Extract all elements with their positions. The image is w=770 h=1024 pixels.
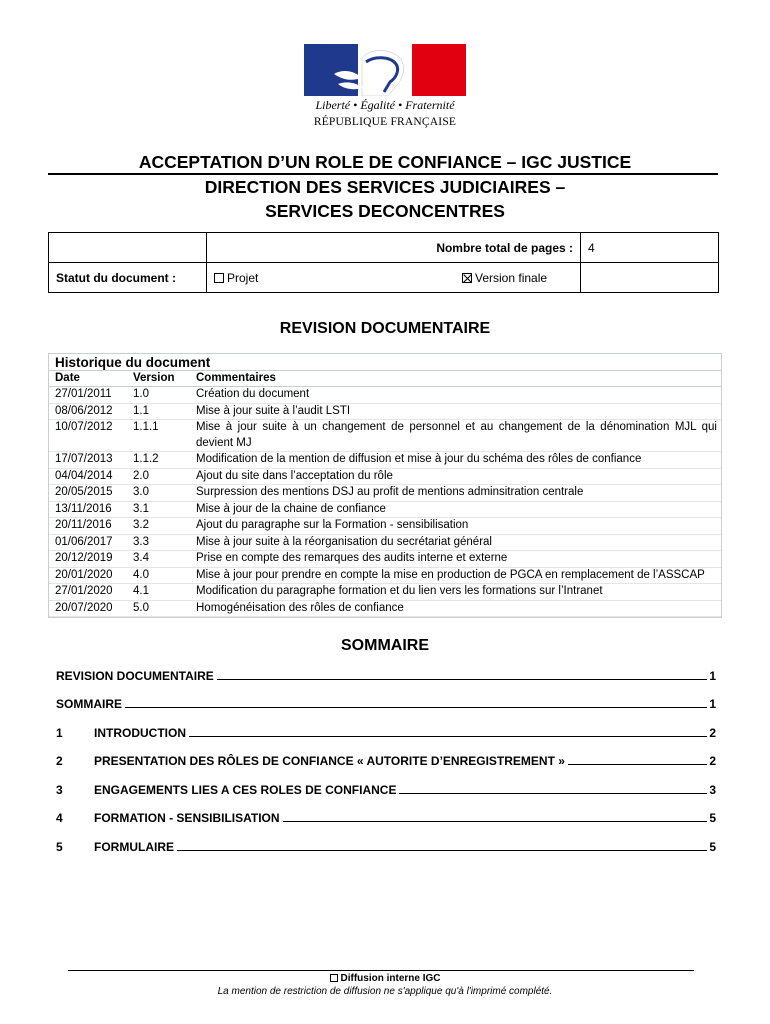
toc-entry-label: INTRODUCTION [94,726,186,740]
col-header-version: Version [127,371,190,387]
row-comment: Ajout du site dans l’acceptation du rôle [190,468,721,485]
toc-leader [217,669,708,680]
toc-entry[interactable] [56,840,716,854]
footer-diffusion [0,973,770,984]
marianne-flag-icon [304,44,466,96]
row-date: 20/11/2016 [49,518,127,535]
row-comment: Mise à jour suite à la réorganisation du secrétariat général [190,534,721,551]
col-header-comment: Commentaires [190,371,721,387]
toc-entry-label: FORMATION - SENSIBILISATION [94,811,280,825]
toc-entry-page: 2 [709,754,716,768]
option-projet-label: Projet [227,270,259,285]
toc-entry-page: 3 [709,783,716,797]
row-version: 4.1 [127,584,190,601]
checkbox-unchecked-icon[interactable] [330,974,338,982]
row-version: 3.0 [127,485,190,502]
pages-value: 4 [581,233,719,263]
history-header-row [49,371,721,387]
toc-entry-label: PRESENTATION DES RÔLES DE CONFIANCE « AUTORITE D’ENREGISTREMENT » [94,754,565,768]
toc-entry-label: REVISION DOCUMENTAIRE [56,669,214,683]
row-date: 10/07/2012 [49,420,127,452]
row-date: 17/07/2013 [49,452,127,469]
toc-entry[interactable] [56,669,716,683]
row-comment: Surpression des mentions DSJ au profit de mentions adminsitration centrale [190,485,721,502]
title-divider [48,173,718,175]
toc-entry-page: 1 [709,669,716,683]
row-version: 3.3 [127,534,190,551]
checkbox-unchecked-icon[interactable] [214,273,224,283]
row-comment: Mise à jour suite à l’audit LSTI [190,403,721,420]
toc-leader [189,726,707,737]
toc-entry-label: SOMMAIRE [56,697,122,711]
option-projet[interactable] [207,271,462,285]
logo-republic-name: RÉPUBLIQUE FRANÇAISE [313,116,457,128]
status-options [207,263,581,293]
row-date: 20/05/2015 [49,485,127,502]
title-line-2: DIRECTION DES SERVICES JUDICIAIRES – [204,177,566,197]
toc-entry-page: 2 [709,726,716,740]
row-date: 27/01/2020 [49,584,127,601]
toc-leader [399,783,707,794]
toc-entry-label: ENGAGEMENTS LIES A CES ROLES DE CONFIANCE [94,783,397,797]
table-row [49,452,721,469]
row-version: 1.1 [127,403,190,420]
logo-motto: Liberté • Égalité • Fraternité [315,98,455,112]
toc-entry-label: FORMULAIRE [94,840,174,854]
footer-diffusion-label: Diffusion interne IGC [340,973,441,984]
toc-entry-page: 5 [709,811,716,825]
checkbox-checked-icon[interactable] [462,273,472,283]
table-row [49,501,721,518]
toc-entry[interactable] [56,811,716,825]
option-version-finale-label: Version finale [475,270,548,285]
row-comment: Modification du paragraphe formation et du lien vers les formations sur l’Intranet [190,584,721,601]
toc-entry[interactable] [56,697,716,711]
toc-entry-page: 5 [709,840,716,854]
toc-entry[interactable] [56,783,716,797]
pages-label: Nombre total de pages : [207,233,581,263]
footer-divider [68,970,694,971]
toc-leader [568,754,707,765]
table-row [49,567,721,584]
toc-entry-number: 4 [56,811,63,825]
row-comment: Prise en compte des remarques des audits interne et externe [190,551,721,568]
row-date: 20/12/2019 [49,551,127,568]
history-caption: Historique du document [49,354,721,371]
row-version: 3.1 [127,501,190,518]
info-empty-cell [49,233,207,263]
toc-heading: SOMMAIRE [341,637,429,654]
document-info-table [48,232,719,293]
history-table [48,353,722,618]
footer-note: La mention de restriction de diffusion ne s'applique qu'à l'imprimé complété. [217,986,553,997]
toc-entry-number: 2 [56,754,63,768]
status-empty-cell [581,263,719,293]
document-title [48,150,722,223]
title-line-3: SERVICES DECONCENTRES [265,201,505,221]
row-date: 08/06/2012 [49,403,127,420]
row-version: 1.1.1 [127,420,190,452]
row-date: 01/06/2017 [49,534,127,551]
row-date: 13/11/2016 [49,501,127,518]
row-comment: Mise à jour suite à un changement de personnel et au changement de la dénomination MJL qui devient MJ [190,420,721,452]
row-date: 04/04/2014 [49,468,127,485]
row-date: 20/01/2020 [49,567,127,584]
table-row [49,403,721,420]
table-row [49,551,721,568]
toc-entry-number: 1 [56,726,63,740]
row-comment: Homogénéisation des rôles de confiance [190,600,721,617]
row-version: 3.4 [127,551,190,568]
table-row [49,485,721,502]
row-comment: Mise à jour de la chaine de confiance [190,501,721,518]
table-row [49,584,721,601]
table-row [49,534,721,551]
col-header-date: Date [49,371,127,387]
row-version: 5.0 [127,600,190,617]
title-line-1: ACCEPTATION D’UN ROLE DE CONFIANCE – IGC JUSTICE [138,152,632,172]
row-comment: Création du document [190,387,721,404]
table-row [49,518,721,535]
toc-entry-number: 3 [56,783,63,797]
option-version-finale[interactable] [462,271,547,285]
row-version: 3.2 [127,518,190,535]
row-version: 1.1.2 [127,452,190,469]
table-row [49,387,721,404]
row-comment: Modification de la mention de diffusion et mise à jour du schéma des rôles de confiance [190,452,721,469]
row-version: 2.0 [127,468,190,485]
toc-leader [125,697,707,708]
toc-leader [177,840,707,851]
row-version: 1.0 [127,387,190,404]
toc-entry-page: 1 [709,697,716,711]
toc-entry[interactable] [56,726,716,740]
revision-heading: REVISION DOCUMENTAIRE [279,320,491,337]
toc-entry-number: 5 [56,840,63,854]
row-comment: Mise à jour pour prendre en compte la mise en production de PGCA en remplacement de l’ASSCAP [190,567,721,584]
toc-entry[interactable] [56,754,716,768]
row-comment: Ajout du paragraphe sur la Formation - sensibilisation [190,518,721,535]
toc-leader [283,811,708,822]
table-row [49,468,721,485]
row-version: 4.0 [127,567,190,584]
status-label: Statut du document : [49,263,207,293]
table-row [49,600,721,617]
row-date: 27/01/2011 [49,387,127,404]
republique-francaise-logo [300,44,470,136]
row-date: 20/07/2020 [49,600,127,617]
table-row [49,420,721,452]
